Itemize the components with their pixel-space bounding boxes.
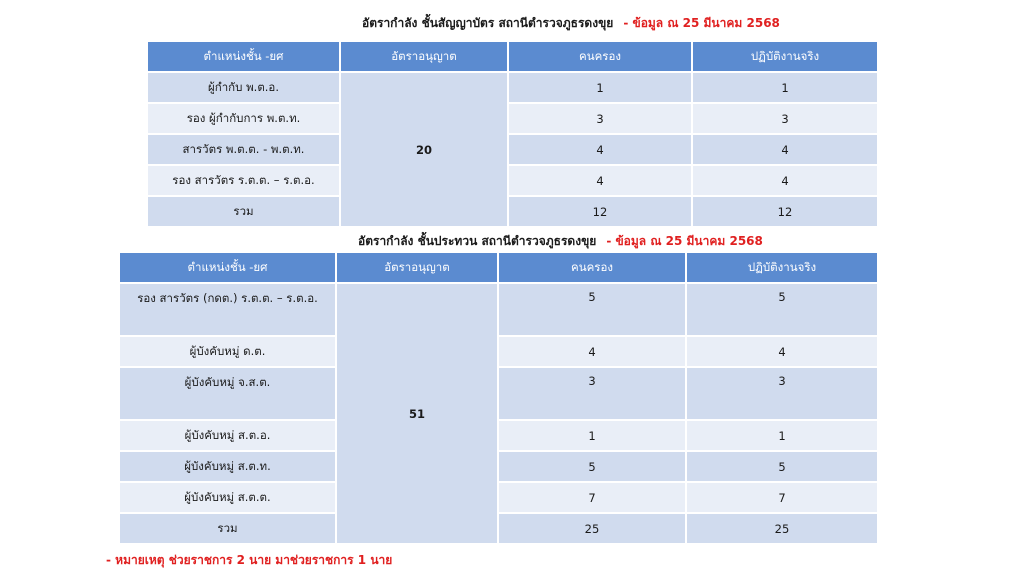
table2-date-note: - ข้อมูล ณ 25 มีนาคม 2568: [606, 234, 763, 248]
actual-cell: 3: [693, 102, 877, 133]
table2-title: อัตรากำลัง ชั้นประทวน สถานีตำรวจภูธรดงขุย: [358, 234, 597, 248]
table1-date-note: - ข้อมูล ณ 25 มีนาคม 2568: [623, 16, 780, 30]
non-commissioned-officers-table: [120, 253, 877, 543]
held-cell: 7: [499, 481, 687, 512]
table-row: [148, 164, 877, 195]
header-actual: ปฏิบัติงานจริง: [687, 253, 877, 282]
total-row: [120, 512, 877, 543]
position-cell: รอง สารวัตร ร.ต.ต. – ร.ต.อ.: [148, 164, 341, 195]
header-quota: อัตราอนุญาต: [341, 42, 509, 71]
table-row: [148, 71, 877, 102]
actual-cell: 4: [693, 164, 877, 195]
held-cell: 5: [499, 450, 687, 481]
position-cell: ผู้บังคับหมู่ ด.ต.: [120, 335, 337, 366]
actual-cell: 4: [693, 133, 877, 164]
header-actual: ปฏิบัติงานจริง: [693, 42, 877, 71]
quota-cell: 20: [341, 71, 509, 226]
table-row: [148, 133, 877, 164]
table1-heading: [362, 14, 780, 33]
held-cell: 3: [509, 102, 693, 133]
actual-cell: 5: [687, 282, 877, 335]
remark-note: - หมายเหตุ ช่วยราชการ 2 นาย มาช่วยราชการ 1 นาย: [106, 553, 393, 567]
quota-cell: 51: [337, 282, 499, 543]
held-cell: 1: [509, 71, 693, 102]
table-row: [148, 102, 877, 133]
header-held: คนครอง: [499, 253, 687, 282]
actual-cell: 4: [687, 335, 877, 366]
position-cell: ผู้กำกับ พ.ต.อ.: [148, 71, 341, 102]
header-position: ตำแหน่งชั้น -ยศ: [120, 253, 337, 282]
position-cell: รอง สารวัตร (กดต.) ร.ต.ต. – ร.ต.อ.: [120, 282, 337, 335]
actual-cell: 1: [687, 419, 877, 450]
total-held-cell: 25: [499, 512, 687, 543]
header-position: ตำแหน่งชั้น -ยศ: [148, 42, 341, 71]
table-header-row: [148, 42, 877, 71]
table-row: [120, 419, 877, 450]
table-row: [120, 481, 877, 512]
actual-cell: 1: [693, 71, 877, 102]
actual-cell: 3: [687, 366, 877, 419]
table-row: [120, 366, 877, 419]
held-cell: 4: [509, 164, 693, 195]
total-row: [148, 195, 877, 226]
held-cell: 4: [509, 133, 693, 164]
table2-heading: [358, 232, 763, 251]
total-held-cell: 12: [509, 195, 693, 226]
held-cell: 3: [499, 366, 687, 419]
position-cell: ผู้บังคับหมู่ จ.ส.ต.: [120, 366, 337, 419]
held-cell: 4: [499, 335, 687, 366]
held-cell: 5: [499, 282, 687, 335]
position-cell: สารวัตร พ.ต.ต. - พ.ต.ท.: [148, 133, 341, 164]
header-held: คนครอง: [509, 42, 693, 71]
total-actual-cell: 12: [693, 195, 877, 226]
table1-title: อัตรากำลัง ชั้นสัญญาบัตร สถานีตำรวจภูธรดงขุย: [362, 16, 614, 30]
header-quota: อัตราอนุญาต: [337, 253, 499, 282]
table-row: [120, 335, 877, 366]
position-cell: ผู้บังคับหมู่ ส.ต.อ.: [120, 419, 337, 450]
total-label-cell: รวม: [120, 512, 337, 543]
held-cell: 1: [499, 419, 687, 450]
total-label-cell: รวม: [148, 195, 341, 226]
actual-cell: 7: [687, 481, 877, 512]
table-header-row: [120, 253, 877, 282]
position-cell: ผู้บังคับหมู่ ส.ต.ท.: [120, 450, 337, 481]
position-cell: ผู้บังคับหมู่ ส.ต.ต.: [120, 481, 337, 512]
commissioned-officers-table: [148, 42, 877, 226]
position-cell: รอง ผู้กำกับการ พ.ต.ท.: [148, 102, 341, 133]
total-actual-cell: 25: [687, 512, 877, 543]
table-row: [120, 450, 877, 481]
table-row: [120, 282, 877, 335]
actual-cell: 5: [687, 450, 877, 481]
